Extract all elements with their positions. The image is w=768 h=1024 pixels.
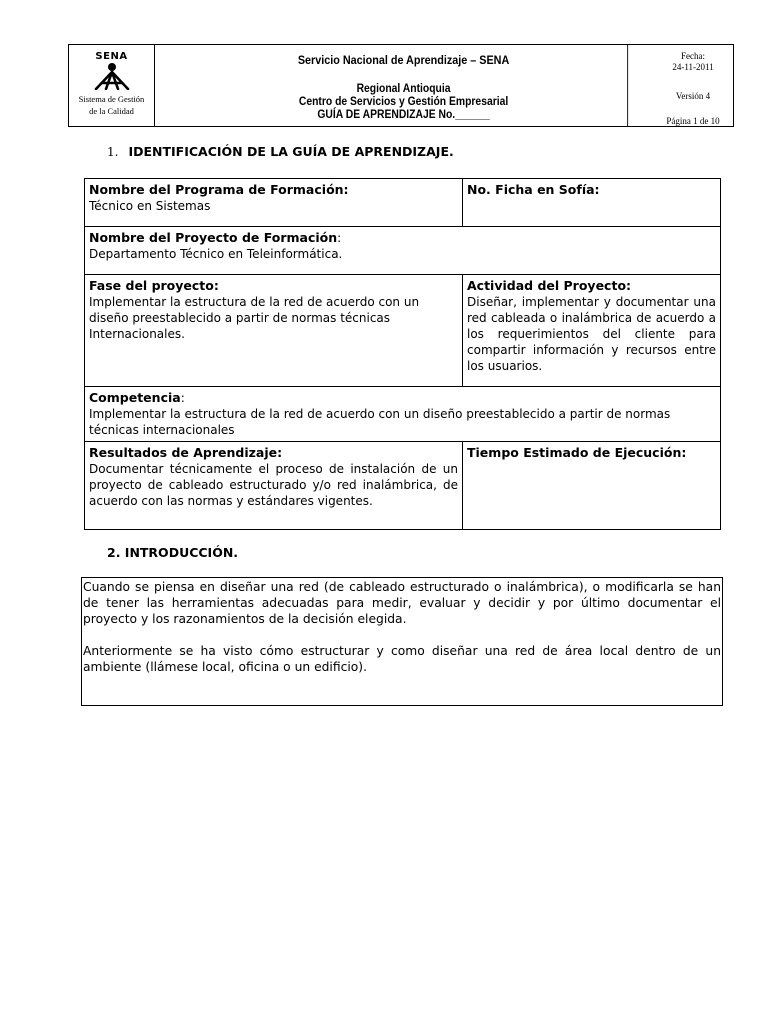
intro-paragraph-2: Anteriormente se ha visto cómo estructurar y como diseñar una red de área local dentro de un ambiente (llámese local, oficina o un edificio). — [83, 644, 721, 674]
competencia-value: Implementar la estructura de la red de acuerdo con un diseño preestablecido a partir de normas técnicas internacionales — [89, 407, 671, 437]
header-title-cell — [180, 45, 628, 126]
ficha-label: No. Ficha en Sofía: — [467, 182, 600, 197]
document-header — [68, 44, 734, 127]
resultados-cell — [85, 442, 463, 530]
logo-caption: Sistema de Gestión de la Calidad — [78, 94, 145, 116]
programa-value: Técnico en Sistemas — [89, 199, 211, 213]
identification-table — [84, 178, 721, 530]
header-guide-number: GUÍA DE APRENDIZAJE No.______ — [317, 109, 490, 121]
proyecto-cell: Nombre del Proyecto de Formación: Departamento Técnico en Teleinformática. — [85, 227, 721, 275]
resultados-value: Documentar técnicamente el proceso de instalación de un proyecto de cableado estructurado y/o red inalámbrica, de acuerdo con las normas y estándares vigentes. — [89, 462, 458, 508]
section-2-heading: 2. INTRODUCCIÓN. — [107, 545, 239, 560]
proyecto-label: Nombre del Proyecto de Formación — [89, 230, 338, 245]
header-centro: Centro de Servicios y Gestión Empresarial — [298, 96, 509, 108]
tiempo-label: Tiempo Estimado de Ejecución: — [467, 445, 687, 460]
fase-cell — [85, 275, 463, 387]
competencia-label: Competencia — [89, 390, 181, 405]
ficha-cell — [463, 179, 721, 227]
proyecto-value: Departamento Técnico en Teleinformática. — [89, 247, 343, 261]
sena-logo-text: SENA — [95, 51, 128, 62]
version-label: Versión 4 — [675, 91, 711, 101]
header-title: Servicio Nacional de Aprendizaje – SENA — [297, 53, 510, 67]
actividad-label: Actividad del Proyecto: — [467, 278, 632, 293]
date-label: Fecha: — [681, 51, 705, 61]
programa-label: Nombre del Programa de Formación: — [89, 182, 349, 197]
actividad-cell — [463, 275, 721, 387]
competencia-cell: Competencia: Implementar la estructura de la red de acuerdo con un diseño preestablecido a partir de normas técnicas internacionales — [85, 387, 721, 442]
fase-value-2: diseño preestablecido a partir de normas técnicas Internacionales. — [89, 311, 391, 341]
header-meta-cell — [653, 45, 733, 126]
header-regional: Regional Antioquia — [356, 83, 451, 95]
actividad-value: Diseñar, implementar y documentar una red cableada o inalámbrica de acuerdo a los requerimientos del cliente para compartir información y recursos entre los usuarios. — [467, 295, 716, 373]
intro-paragraph-1: Cuando se piensa en diseñar una red (de cableado estructurado o inalámbrica), o modificarla se han de tener las herramientas adecuadas para medir, evaluar y decidir y por último documentar el proyecto y los razonamientos de la decisión elegida. — [83, 580, 721, 626]
tiempo-cell — [463, 442, 721, 530]
logo-cell — [69, 45, 155, 126]
resultados-label: Resultados de Aprendizaje: — [89, 445, 283, 460]
date-value: 24-11-2011 — [672, 62, 714, 72]
sena-logo-icon — [90, 62, 134, 90]
programa-cell — [85, 179, 463, 227]
fase-label: Fase del proyecto: — [89, 278, 219, 293]
section-1-heading: 1. IDENTIFICACIÓN DE LA GUÍA DE APRENDIZAJE. — [107, 144, 454, 159]
fase-value-1: Implementar la estructura de la red de acuerdo con un — [89, 295, 420, 309]
introduction-box — [81, 577, 723, 706]
page-number: Página 1 de 10 — [666, 116, 720, 126]
